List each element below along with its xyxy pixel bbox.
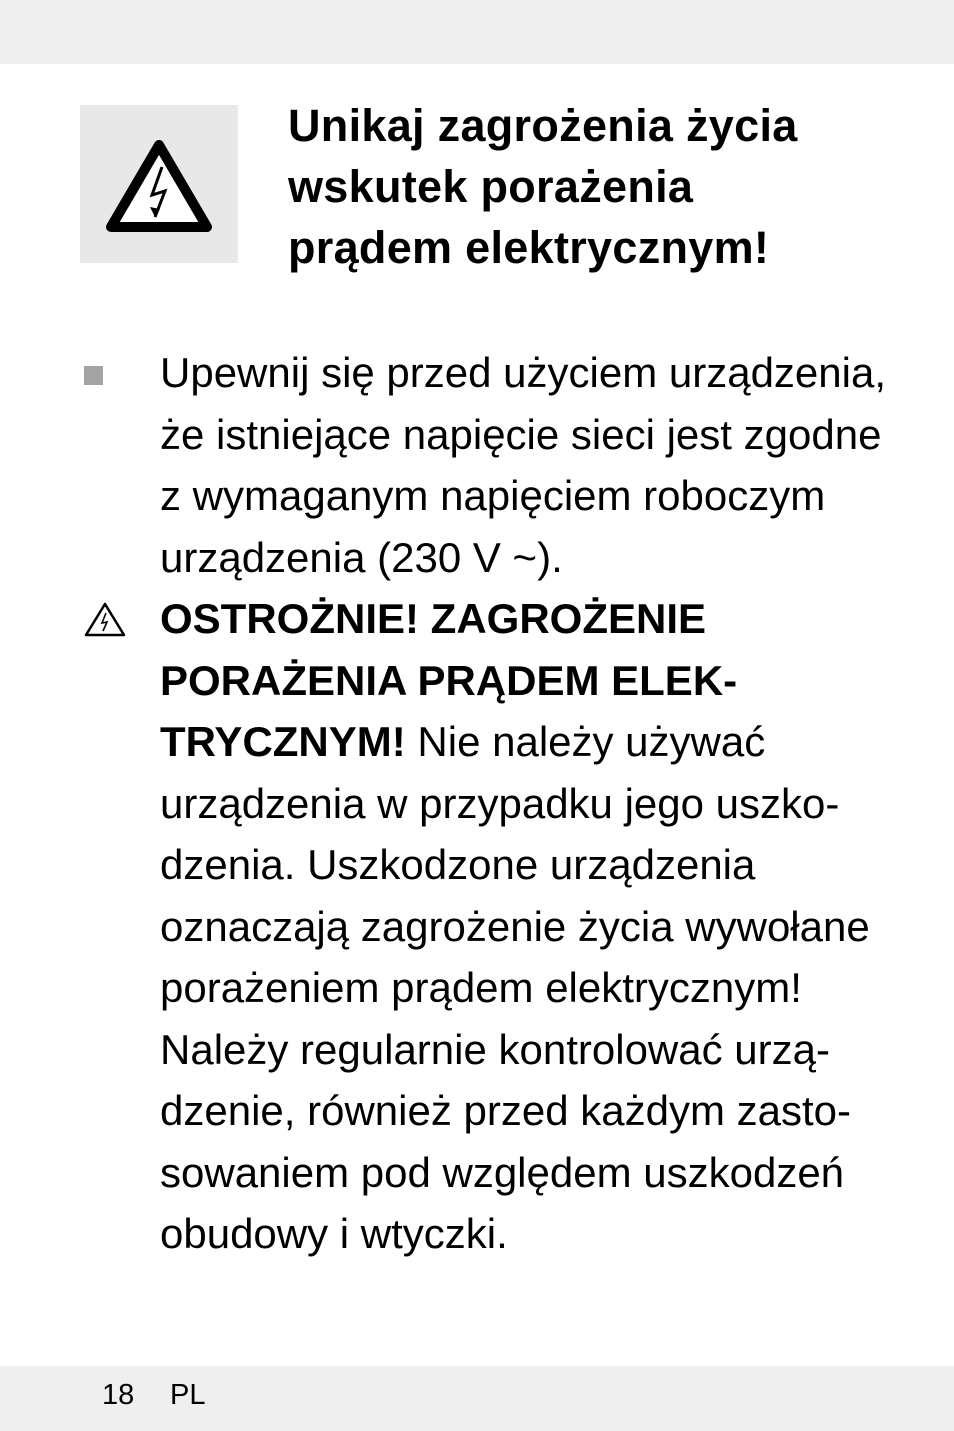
caution-bold-line: OSTROŻNIE! ZAGROŻENIE: [160, 595, 706, 642]
item2-line: obudowy i wtyczki.: [160, 1210, 508, 1257]
item2-line: dzenie, również przed każdym zasto-: [160, 1087, 851, 1134]
item2-line: oznaczają zagrożenie życia wywołane: [160, 902, 870, 950]
warning-sign-box: [80, 105, 238, 263]
footer-band: [0, 1366, 954, 1431]
item2-line: Należy regularnie kontrolować urzą-: [160, 1025, 830, 1073]
caution-bold-line: PORAŻENIA PRĄDEM ELEK-: [160, 656, 738, 704]
heading-line-3: prądem elektrycznym!: [288, 222, 770, 273]
electric-shock-warning-icon: [80, 105, 238, 263]
page-number: 18: [102, 1379, 135, 1411]
item2-line: urządzenia w przypadku jego uszko-: [160, 779, 840, 827]
item2-line: sowaniem pod względem uszkodzeń: [160, 1148, 845, 1196]
item2-line: porażeniem prądem elektrycznym!: [160, 964, 802, 1011]
heading-line-2: wskutek porażenia: [288, 161, 694, 212]
caution-text: Nie należy używać: [405, 718, 766, 765]
item1-line: że istniejące napięcie sieci jest zgodne: [160, 410, 882, 458]
language-code: PL: [170, 1379, 206, 1411]
item2-line: dzenia. Uszkodzone urządzenia: [160, 841, 756, 888]
heading-line-1: Unikaj zagrożenia życia: [288, 100, 798, 151]
voltage-check-paragraph: [160, 342, 900, 588]
top-band: [0, 0, 954, 64]
caution-bold-line: TRYCZNYM!: [160, 718, 406, 765]
item1-line: Upewnij się przed użyciem urządzenia,: [160, 349, 886, 396]
item1-line: z wymaganym napięciem roboczym: [160, 472, 826, 519]
warning-heading: [288, 95, 928, 278]
square-bullet-icon: [84, 366, 103, 385]
caution-paragraph: [160, 588, 900, 1265]
electric-shock-small-icon: [82, 600, 128, 640]
item1-line: urządzenia (230 V ~).: [160, 533, 563, 581]
